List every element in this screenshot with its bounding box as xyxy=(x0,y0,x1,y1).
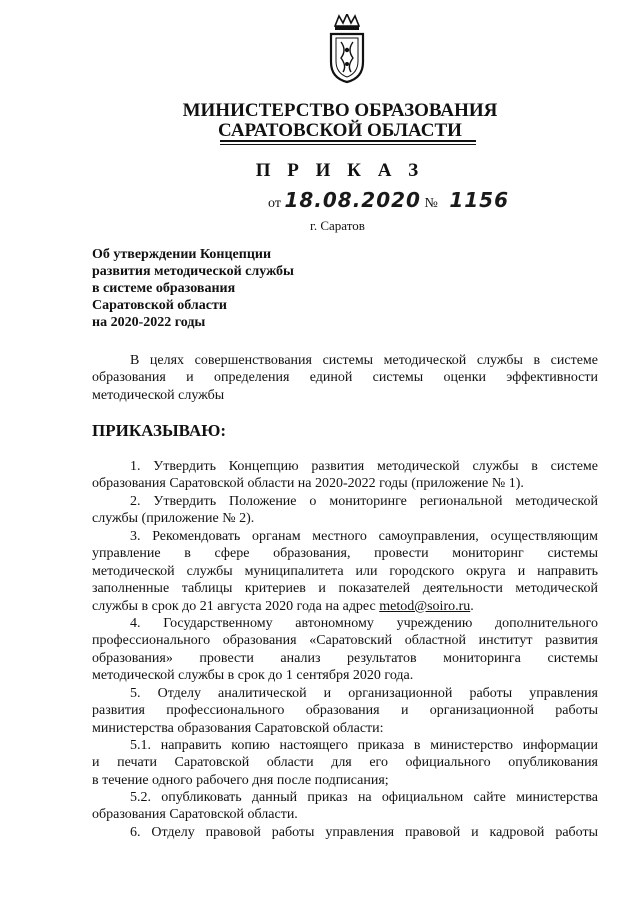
item-line: методической службы в срок до 1 сентября 2020 года. xyxy=(92,668,414,684)
item-line: образования Саратовской области на 2020-2022 годы (приложение № 1). xyxy=(92,476,524,492)
item-3 xyxy=(92,528,598,615)
number-prefix: № xyxy=(424,196,438,211)
item-4 xyxy=(92,615,598,685)
preamble-line: образования и определения единой системы оценки эффективности xyxy=(92,370,598,386)
preamble-line: методической службы xyxy=(92,387,225,403)
order-title: П Р И К А З xyxy=(255,160,425,181)
subject-line: развития методической службы xyxy=(92,264,294,279)
date-value: 18.08.2020 xyxy=(284,188,421,212)
email-link[interactable]: metod@soiro.ru xyxy=(379,598,471,614)
item-line xyxy=(92,598,598,615)
header-rule-thin xyxy=(220,144,476,145)
subject-line: в системе образования xyxy=(92,281,236,296)
item-line: развития профессионального образования и организационной работы xyxy=(92,703,598,719)
item-line: службы (приложение № 2). xyxy=(92,511,255,527)
item-line: 4. Государственному автономному учреждению дополнительного xyxy=(130,616,598,631)
item-line: и печати Саратовской области для его официального опубликования xyxy=(92,755,598,771)
item-line: 6. Отделу правовой работы управления правовой и кадровой работы xyxy=(130,825,598,840)
item-text: службы в срок до 21 августа 2020 года на адрес xyxy=(92,598,380,614)
item-line: управление в сфере образования, провести мониторинг системы xyxy=(92,546,598,562)
order-subject xyxy=(92,246,294,331)
item-6 xyxy=(92,824,598,841)
item-line: 3. Рекомендовать органам местного самоуправления, осуществляющим xyxy=(130,529,598,544)
item-line: министерства образования Саратовской области: xyxy=(92,720,384,736)
item-line: 5.1. направить копию настоящего приказа в министерство информации xyxy=(130,738,598,753)
coat-of-arms-icon xyxy=(327,14,367,84)
preamble-line: В целях совершенствования системы методической службы в системе xyxy=(130,353,598,368)
item-text: . xyxy=(470,598,474,614)
header-rule-thick xyxy=(220,140,476,142)
item-line: методической службы муниципалитета или городского округа и направить xyxy=(92,563,598,579)
item-line: в течение одного рабочего дня после подписания; xyxy=(92,772,389,788)
date-prefix: от xyxy=(268,196,281,211)
order-word: ПРИКАЗЫВАЮ: xyxy=(92,421,227,440)
item-line: образования» провести анализ результатов мониторинга системы xyxy=(92,650,598,666)
preamble xyxy=(92,352,598,404)
item-line: 2. Утвердить Положение о мониторинге региональной методической xyxy=(130,494,598,509)
subject-line: Саратовской области xyxy=(92,298,227,313)
subject-line: на 2020-2022 годы xyxy=(92,315,206,330)
item-5-2 xyxy=(92,789,598,824)
ministry-name-line1: МИНИСТЕРСТВО ОБРАЗОВАНИЯ xyxy=(182,100,498,121)
subject-line: Об утверждении Концепции xyxy=(92,247,272,262)
ministry-name-line2: САРАТОВСКОЙ ОБЛАСТИ xyxy=(218,120,462,141)
item-5-1 xyxy=(92,737,598,789)
item-line: заполненные таблицы критериев и показателей деятельности методической xyxy=(92,581,598,597)
date-number-line xyxy=(268,188,509,212)
item-line: 5. Отделу аналитической и организационной работы управления xyxy=(130,686,598,701)
city: г. Саратов xyxy=(310,218,365,233)
number-value: 1156 xyxy=(449,188,509,212)
item-1 xyxy=(92,458,598,493)
item-line: 1. Утвердить Концепцию развития методической службы в системе xyxy=(130,459,598,474)
item-5 xyxy=(92,685,598,737)
item-line: профессионального образования «Саратовский областной институт развития xyxy=(92,633,598,649)
item-2 xyxy=(92,493,598,528)
item-line: 5.2. опубликовать данный приказ на официальном сайте министерства xyxy=(130,790,598,805)
item-line: образования Саратовской области. xyxy=(92,807,298,823)
